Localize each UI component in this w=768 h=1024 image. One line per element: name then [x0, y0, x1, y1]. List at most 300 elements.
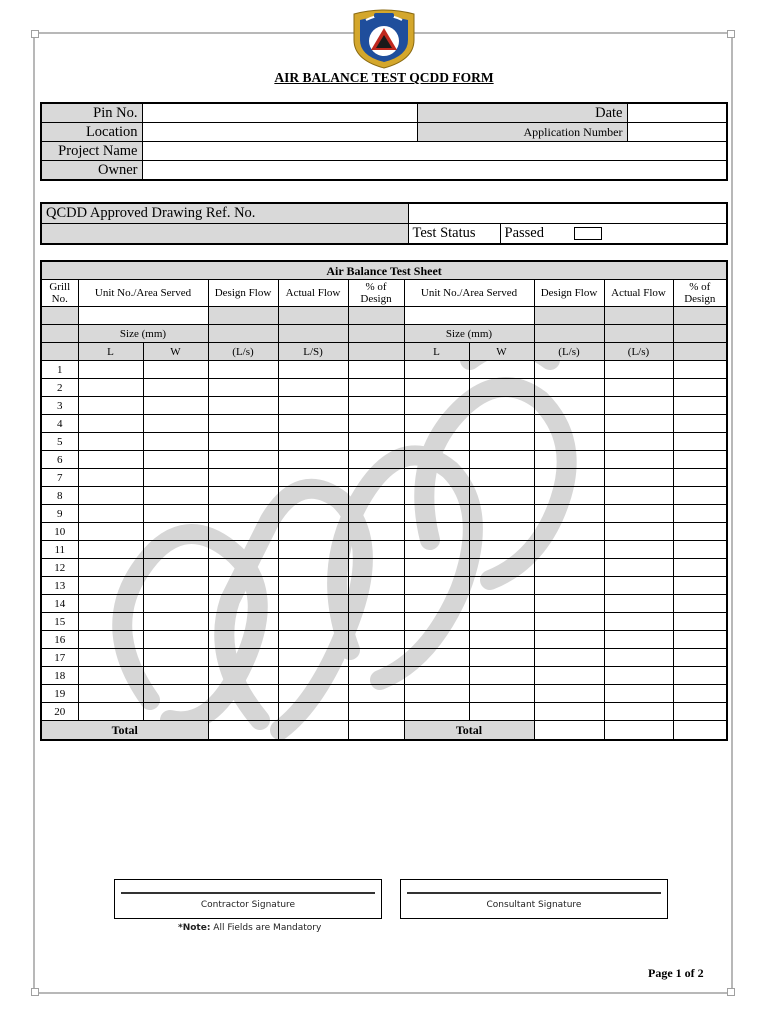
length-left-cell[interactable]	[78, 361, 143, 379]
application-number-field[interactable]	[627, 123, 727, 142]
actual-flow-right-cell[interactable]	[604, 469, 673, 487]
actual-flow-right-cell[interactable]	[604, 505, 673, 523]
table-row	[41, 649, 727, 667]
pct-design-right-cell[interactable]	[673, 505, 727, 523]
design-flow-right-cell[interactable]	[534, 541, 604, 559]
design-flow-left-cell[interactable]	[208, 631, 278, 649]
grill-number: 20	[41, 703, 78, 721]
pct-design-right-cell[interactable]	[673, 379, 727, 397]
contractor-signature-line	[121, 892, 375, 894]
length-left-cell[interactable]	[78, 541, 143, 559]
actual-flow-left-cell[interactable]	[278, 595, 348, 613]
pct-design-left-cell[interactable]	[348, 613, 404, 631]
pct-design-right-cell[interactable]	[673, 577, 727, 595]
design-flow-right-cell[interactable]	[534, 415, 604, 433]
width-left-cell[interactable]	[143, 559, 208, 577]
length-right-cell[interactable]	[404, 487, 469, 505]
length-right-cell[interactable]	[404, 415, 469, 433]
blank-cell	[604, 325, 673, 343]
design-flow-right-cell[interactable]	[534, 397, 604, 415]
blank-cell	[41, 307, 78, 325]
design-flow-header-right: Design Flow	[534, 280, 604, 307]
actual-flow-left-cell[interactable]	[278, 361, 348, 379]
design-flow-right-cell[interactable]	[534, 379, 604, 397]
width-right-cell[interactable]	[469, 451, 534, 469]
actual-flow-right-cell[interactable]	[604, 667, 673, 685]
actual-flow-left-cell[interactable]	[278, 541, 348, 559]
pct-design-right-cell[interactable]	[673, 361, 727, 379]
design-flow-left-cell[interactable]	[208, 469, 278, 487]
design-flow-left-cell[interactable]	[208, 613, 278, 631]
grill-number: 15	[41, 613, 78, 631]
width-right-cell[interactable]	[469, 433, 534, 451]
pct-design-right-cell[interactable]	[673, 685, 727, 703]
blank-cell	[604, 307, 673, 325]
passed-label: Passed	[504, 225, 544, 241]
design-flow-right-cell[interactable]	[534, 649, 604, 667]
width-right-cell[interactable]	[469, 505, 534, 523]
blank-cell	[534, 307, 604, 325]
pct-design-left-cell[interactable]	[348, 469, 404, 487]
design-flow-left-cell[interactable]	[208, 577, 278, 595]
actual-flow-left-cell[interactable]	[278, 433, 348, 451]
width-right-cell[interactable]	[469, 559, 534, 577]
design-flow-left-cell[interactable]	[208, 361, 278, 379]
date-field[interactable]	[627, 103, 727, 123]
actual-flow-left-cell[interactable]	[278, 685, 348, 703]
actual-flow-left-cell[interactable]	[278, 487, 348, 505]
table-row	[41, 505, 727, 523]
actual-flow-right-cell[interactable]	[604, 559, 673, 577]
actual-flow-right-cell[interactable]	[604, 415, 673, 433]
pct-design-left-cell[interactable]	[348, 577, 404, 595]
length-right-cell[interactable]	[404, 649, 469, 667]
grill-number: 14	[41, 595, 78, 613]
width-right-cell[interactable]	[469, 415, 534, 433]
design-flow-right-cell[interactable]	[534, 469, 604, 487]
width-header-left: W	[143, 343, 208, 361]
owner-label: Owner	[41, 161, 142, 181]
actual-flow-right-cell[interactable]	[604, 595, 673, 613]
grill-number: 2	[41, 379, 78, 397]
length-left-cell[interactable]	[78, 433, 143, 451]
pct-design-right-cell[interactable]	[673, 469, 727, 487]
width-left-cell[interactable]	[143, 631, 208, 649]
design-flow-right-cell[interactable]	[534, 613, 604, 631]
grill-number: 8	[41, 487, 78, 505]
length-right-cell[interactable]	[404, 631, 469, 649]
blank-cell	[278, 325, 348, 343]
width-right-cell[interactable]	[469, 649, 534, 667]
design-flow-right-cell[interactable]	[534, 631, 604, 649]
blank-cell	[41, 343, 78, 361]
pct-design-left-cell[interactable]	[348, 703, 404, 721]
actual-flow-left-cell[interactable]	[278, 667, 348, 685]
blank-cell	[673, 307, 727, 325]
actual-flow-right-cell[interactable]	[604, 631, 673, 649]
blank-cell	[208, 325, 278, 343]
length-right-cell[interactable]	[404, 595, 469, 613]
design-unit-right: (L/s)	[534, 343, 604, 361]
width-left-cell[interactable]	[143, 379, 208, 397]
length-left-cell[interactable]	[78, 451, 143, 469]
pct-design-left-cell[interactable]	[348, 379, 404, 397]
grill-number: 18	[41, 667, 78, 685]
width-left-cell[interactable]	[143, 685, 208, 703]
blank-cell	[41, 325, 78, 343]
design-flow-header-left: Design Flow	[208, 280, 278, 307]
width-right-cell[interactable]	[469, 397, 534, 415]
length-right-cell[interactable]	[404, 613, 469, 631]
width-left-cell[interactable]	[143, 649, 208, 667]
width-right-cell[interactable]	[469, 595, 534, 613]
note-prefix: *Note:	[178, 923, 211, 933]
design-unit-left: (L/s)	[208, 343, 278, 361]
actual-unit-left: L/S)	[278, 343, 348, 361]
length-right-cell[interactable]	[404, 469, 469, 487]
actual-flow-right-cell[interactable]	[604, 379, 673, 397]
design-flow-right-cell[interactable]	[534, 361, 604, 379]
width-right-cell[interactable]	[469, 469, 534, 487]
page-word: Page	[648, 966, 673, 980]
unit-field-left[interactable]	[78, 307, 208, 325]
pct-design-left-cell[interactable]	[348, 397, 404, 415]
pct-design-right-cell[interactable]	[673, 433, 727, 451]
grill-number: 7	[41, 469, 78, 487]
width-left-cell[interactable]	[143, 667, 208, 685]
grill-number: 12	[41, 559, 78, 577]
unit-header-left: Unit No./Area Served	[78, 280, 208, 307]
pct-design-left-cell[interactable]	[348, 505, 404, 523]
actual-flow-right-cell[interactable]	[604, 451, 673, 469]
grill-number: 19	[41, 685, 78, 703]
unit-header-right: Unit No./Area Served	[404, 280, 534, 307]
length-right-cell[interactable]	[404, 505, 469, 523]
blank-cell	[673, 325, 727, 343]
pct-design-left-cell[interactable]	[348, 667, 404, 685]
design-flow-right-cell[interactable]	[534, 451, 604, 469]
design-flow-left-cell[interactable]	[208, 433, 278, 451]
total-design-left[interactable]	[208, 721, 278, 741]
width-left-cell[interactable]	[143, 451, 208, 469]
actual-flow-right-cell[interactable]	[604, 433, 673, 451]
application-number-label: Application Number	[417, 123, 627, 142]
project-name-field[interactable]	[142, 142, 727, 161]
pct-design-left-cell[interactable]	[348, 541, 404, 559]
length-left-cell[interactable]	[78, 559, 143, 577]
length-left-cell[interactable]	[78, 469, 143, 487]
width-right-cell[interactable]	[469, 667, 534, 685]
width-left-cell[interactable]	[143, 613, 208, 631]
width-right-cell[interactable]	[469, 523, 534, 541]
design-flow-left-cell[interactable]	[208, 523, 278, 541]
pct-design-right-cell[interactable]	[673, 649, 727, 667]
length-right-cell[interactable]	[404, 523, 469, 541]
drawing-ref-label: QCDD Approved Drawing Ref. No.	[41, 203, 408, 224]
project-info-table	[40, 102, 728, 181]
approval-table	[40, 202, 728, 245]
width-left-cell[interactable]	[143, 577, 208, 595]
length-right-cell[interactable]	[404, 685, 469, 703]
width-right-cell[interactable]	[469, 613, 534, 631]
length-right-cell[interactable]	[404, 703, 469, 721]
consultant-signature-label: Consultant Signature	[486, 900, 582, 910]
table-row	[41, 703, 727, 721]
date-label: Date	[417, 103, 627, 123]
total-pct-right[interactable]	[673, 721, 727, 741]
length-right-cell[interactable]	[404, 397, 469, 415]
design-flow-right-cell[interactable]	[534, 667, 604, 685]
pct-design-left-cell[interactable]	[348, 523, 404, 541]
width-left-cell[interactable]	[143, 361, 208, 379]
width-left-cell[interactable]	[143, 541, 208, 559]
design-flow-left-cell[interactable]	[208, 703, 278, 721]
pct-design-right-cell[interactable]	[673, 541, 727, 559]
table-row	[41, 361, 727, 379]
pct-design-left-cell[interactable]	[348, 595, 404, 613]
actual-flow-right-cell[interactable]	[604, 523, 673, 541]
width-left-cell[interactable]	[143, 505, 208, 523]
design-flow-left-cell[interactable]	[208, 397, 278, 415]
width-right-cell[interactable]	[469, 703, 534, 721]
actual-flow-left-cell[interactable]	[278, 577, 348, 595]
length-left-cell[interactable]	[78, 523, 143, 541]
form-title: AIR BALANCE TEST QCDD FORM	[274, 70, 494, 85]
actual-flow-header-left: Actual Flow	[278, 280, 348, 307]
length-left-cell[interactable]	[78, 649, 143, 667]
pct-design-left-cell[interactable]	[348, 361, 404, 379]
length-right-cell[interactable]	[404, 433, 469, 451]
table-row	[41, 397, 727, 415]
actual-flow-header-right: Actual Flow	[604, 280, 673, 307]
pct-design-right-cell[interactable]	[673, 667, 727, 685]
pct-design-left-cell[interactable]	[348, 433, 404, 451]
approval-blank	[41, 224, 408, 245]
sheet-title: Air Balance Test Sheet	[41, 261, 727, 280]
width-left-cell[interactable]	[143, 523, 208, 541]
actual-flow-left-cell[interactable]	[278, 559, 348, 577]
length-right-cell[interactable]	[404, 361, 469, 379]
table-row	[41, 469, 727, 487]
pct-design-right-cell[interactable]	[673, 397, 727, 415]
width-right-cell[interactable]	[469, 541, 534, 559]
grill-number: 1	[41, 361, 78, 379]
actual-flow-right-cell[interactable]	[604, 487, 673, 505]
pct-design-right-cell[interactable]	[673, 487, 727, 505]
length-right-cell[interactable]	[404, 451, 469, 469]
length-left-cell[interactable]	[78, 667, 143, 685]
width-right-cell[interactable]	[469, 379, 534, 397]
design-flow-right-cell[interactable]	[534, 685, 604, 703]
length-left-cell[interactable]	[78, 685, 143, 703]
length-right-cell[interactable]	[404, 667, 469, 685]
design-flow-left-cell[interactable]	[208, 559, 278, 577]
grill-number: 13	[41, 577, 78, 595]
length-left-cell[interactable]	[78, 595, 143, 613]
design-flow-left-cell[interactable]	[208, 595, 278, 613]
total-actual-right[interactable]	[604, 721, 673, 741]
table-row	[41, 667, 727, 685]
passed-checkbox[interactable]	[574, 227, 602, 240]
location-label: Location	[41, 123, 142, 142]
width-left-cell[interactable]	[143, 595, 208, 613]
pct-design-left-cell[interactable]	[348, 685, 404, 703]
length-header-left: L	[78, 343, 143, 361]
length-right-cell[interactable]	[404, 541, 469, 559]
pct-design-left-cell[interactable]	[348, 631, 404, 649]
actual-flow-right-cell[interactable]	[604, 703, 673, 721]
length-left-cell[interactable]	[78, 613, 143, 631]
grill-number: 4	[41, 415, 78, 433]
actual-flow-left-cell[interactable]	[278, 397, 348, 415]
civil-defence-logo	[344, 8, 424, 70]
location-field[interactable]	[142, 123, 417, 142]
design-flow-left-cell[interactable]	[208, 379, 278, 397]
design-flow-right-cell[interactable]	[534, 595, 604, 613]
size-label-right: Size (mm)	[404, 325, 534, 343]
actual-flow-left-cell[interactable]	[278, 415, 348, 433]
width-right-cell[interactable]	[469, 487, 534, 505]
design-flow-right-cell[interactable]	[534, 487, 604, 505]
design-flow-right-cell[interactable]	[534, 577, 604, 595]
design-flow-right-cell[interactable]	[534, 703, 604, 721]
total-design-right[interactable]	[534, 721, 604, 741]
length-left-cell[interactable]	[78, 415, 143, 433]
grill-header: Grill No.	[41, 280, 78, 307]
actual-flow-left-cell[interactable]	[278, 613, 348, 631]
actual-flow-left-cell[interactable]	[278, 523, 348, 541]
actual-flow-left-cell[interactable]	[278, 631, 348, 649]
design-flow-left-cell[interactable]	[208, 649, 278, 667]
width-left-cell[interactable]	[143, 415, 208, 433]
table-row	[41, 595, 727, 613]
actual-flow-left-cell[interactable]	[278, 469, 348, 487]
grill-number: 10	[41, 523, 78, 541]
length-left-cell[interactable]	[78, 631, 143, 649]
length-right-cell[interactable]	[404, 379, 469, 397]
actual-flow-left-cell[interactable]	[278, 703, 348, 721]
pin-field[interactable]	[142, 103, 417, 123]
total-actual-left[interactable]	[278, 721, 348, 741]
pct-design-right-cell[interactable]	[673, 523, 727, 541]
length-left-cell[interactable]	[78, 487, 143, 505]
page-number	[648, 966, 704, 981]
pin-label: Pin No.	[41, 103, 142, 123]
length-left-cell[interactable]	[78, 577, 143, 595]
pct-design-right-cell[interactable]	[673, 703, 727, 721]
length-left-cell[interactable]	[78, 379, 143, 397]
pct-design-right-cell[interactable]	[673, 631, 727, 649]
drawing-ref-field[interactable]	[408, 203, 727, 224]
actual-unit-right: (L/s)	[604, 343, 673, 361]
width-right-cell[interactable]	[469, 361, 534, 379]
width-right-cell[interactable]	[469, 577, 534, 595]
pct-design-left-cell[interactable]	[348, 649, 404, 667]
total-pct-left[interactable]	[348, 721, 404, 741]
pct-design-left-cell[interactable]	[348, 451, 404, 469]
design-flow-left-cell[interactable]	[208, 541, 278, 559]
actual-flow-right-cell[interactable]	[604, 577, 673, 595]
design-flow-left-cell[interactable]	[208, 685, 278, 703]
actual-flow-left-cell[interactable]	[278, 649, 348, 667]
pct-design-right-cell[interactable]	[673, 595, 727, 613]
pct-design-right-cell[interactable]	[673, 559, 727, 577]
consultant-signature-box[interactable]	[400, 879, 668, 919]
pct-design-right-cell[interactable]	[673, 613, 727, 631]
pct-design-left-cell[interactable]	[348, 415, 404, 433]
actual-flow-right-cell[interactable]	[604, 649, 673, 667]
design-flow-left-cell[interactable]	[208, 451, 278, 469]
width-right-cell[interactable]	[469, 631, 534, 649]
width-left-cell[interactable]	[143, 469, 208, 487]
length-right-cell[interactable]	[404, 559, 469, 577]
contractor-signature-box[interactable]	[114, 879, 382, 919]
design-flow-right-cell[interactable]	[534, 433, 604, 451]
grill-number: 17	[41, 649, 78, 667]
blank-cell	[208, 307, 278, 325]
actual-flow-right-cell[interactable]	[604, 361, 673, 379]
grill-number: 16	[41, 631, 78, 649]
blank-cell	[534, 325, 604, 343]
actual-flow-right-cell[interactable]	[604, 685, 673, 703]
table-row	[41, 631, 727, 649]
project-name-label: Project Name	[41, 142, 142, 161]
design-flow-right-cell[interactable]	[534, 559, 604, 577]
page-total: 2	[697, 966, 704, 980]
design-flow-right-cell[interactable]	[534, 523, 604, 541]
design-flow-left-cell[interactable]	[208, 487, 278, 505]
page-of-word: of	[684, 966, 695, 980]
page-current: 1	[675, 966, 682, 980]
unit-field-right[interactable]	[404, 307, 534, 325]
grill-number: 6	[41, 451, 78, 469]
actual-flow-right-cell[interactable]	[604, 613, 673, 631]
length-right-cell[interactable]	[404, 577, 469, 595]
design-flow-left-cell[interactable]	[208, 505, 278, 523]
table-row	[41, 451, 727, 469]
pct-design-left-cell[interactable]	[348, 487, 404, 505]
length-left-cell[interactable]	[78, 703, 143, 721]
table-row	[41, 523, 727, 541]
design-flow-right-cell[interactable]	[534, 505, 604, 523]
pct-design-right-cell[interactable]	[673, 451, 727, 469]
owner-field[interactable]	[142, 161, 727, 181]
actual-flow-right-cell[interactable]	[604, 397, 673, 415]
width-header-right: W	[469, 343, 534, 361]
note-text: All Fields are Mandatory	[210, 923, 322, 933]
length-left-cell[interactable]	[78, 397, 143, 415]
actual-flow-left-cell[interactable]	[278, 451, 348, 469]
actual-flow-right-cell[interactable]	[604, 541, 673, 559]
size-label-left: Size (mm)	[78, 325, 208, 343]
width-right-cell[interactable]	[469, 685, 534, 703]
width-left-cell[interactable]	[143, 703, 208, 721]
pct-design-left-cell[interactable]	[348, 559, 404, 577]
length-left-cell[interactable]	[78, 505, 143, 523]
length-header-right: L	[404, 343, 469, 361]
pct-design-right-cell[interactable]	[673, 415, 727, 433]
actual-flow-left-cell[interactable]	[278, 505, 348, 523]
width-left-cell[interactable]	[143, 433, 208, 451]
design-flow-left-cell[interactable]	[208, 415, 278, 433]
actual-flow-left-cell[interactable]	[278, 379, 348, 397]
width-left-cell[interactable]	[143, 397, 208, 415]
table-row	[41, 541, 727, 559]
width-left-cell[interactable]	[143, 487, 208, 505]
table-row	[41, 685, 727, 703]
total-label-left: Total	[41, 721, 208, 741]
design-flow-left-cell[interactable]	[208, 667, 278, 685]
